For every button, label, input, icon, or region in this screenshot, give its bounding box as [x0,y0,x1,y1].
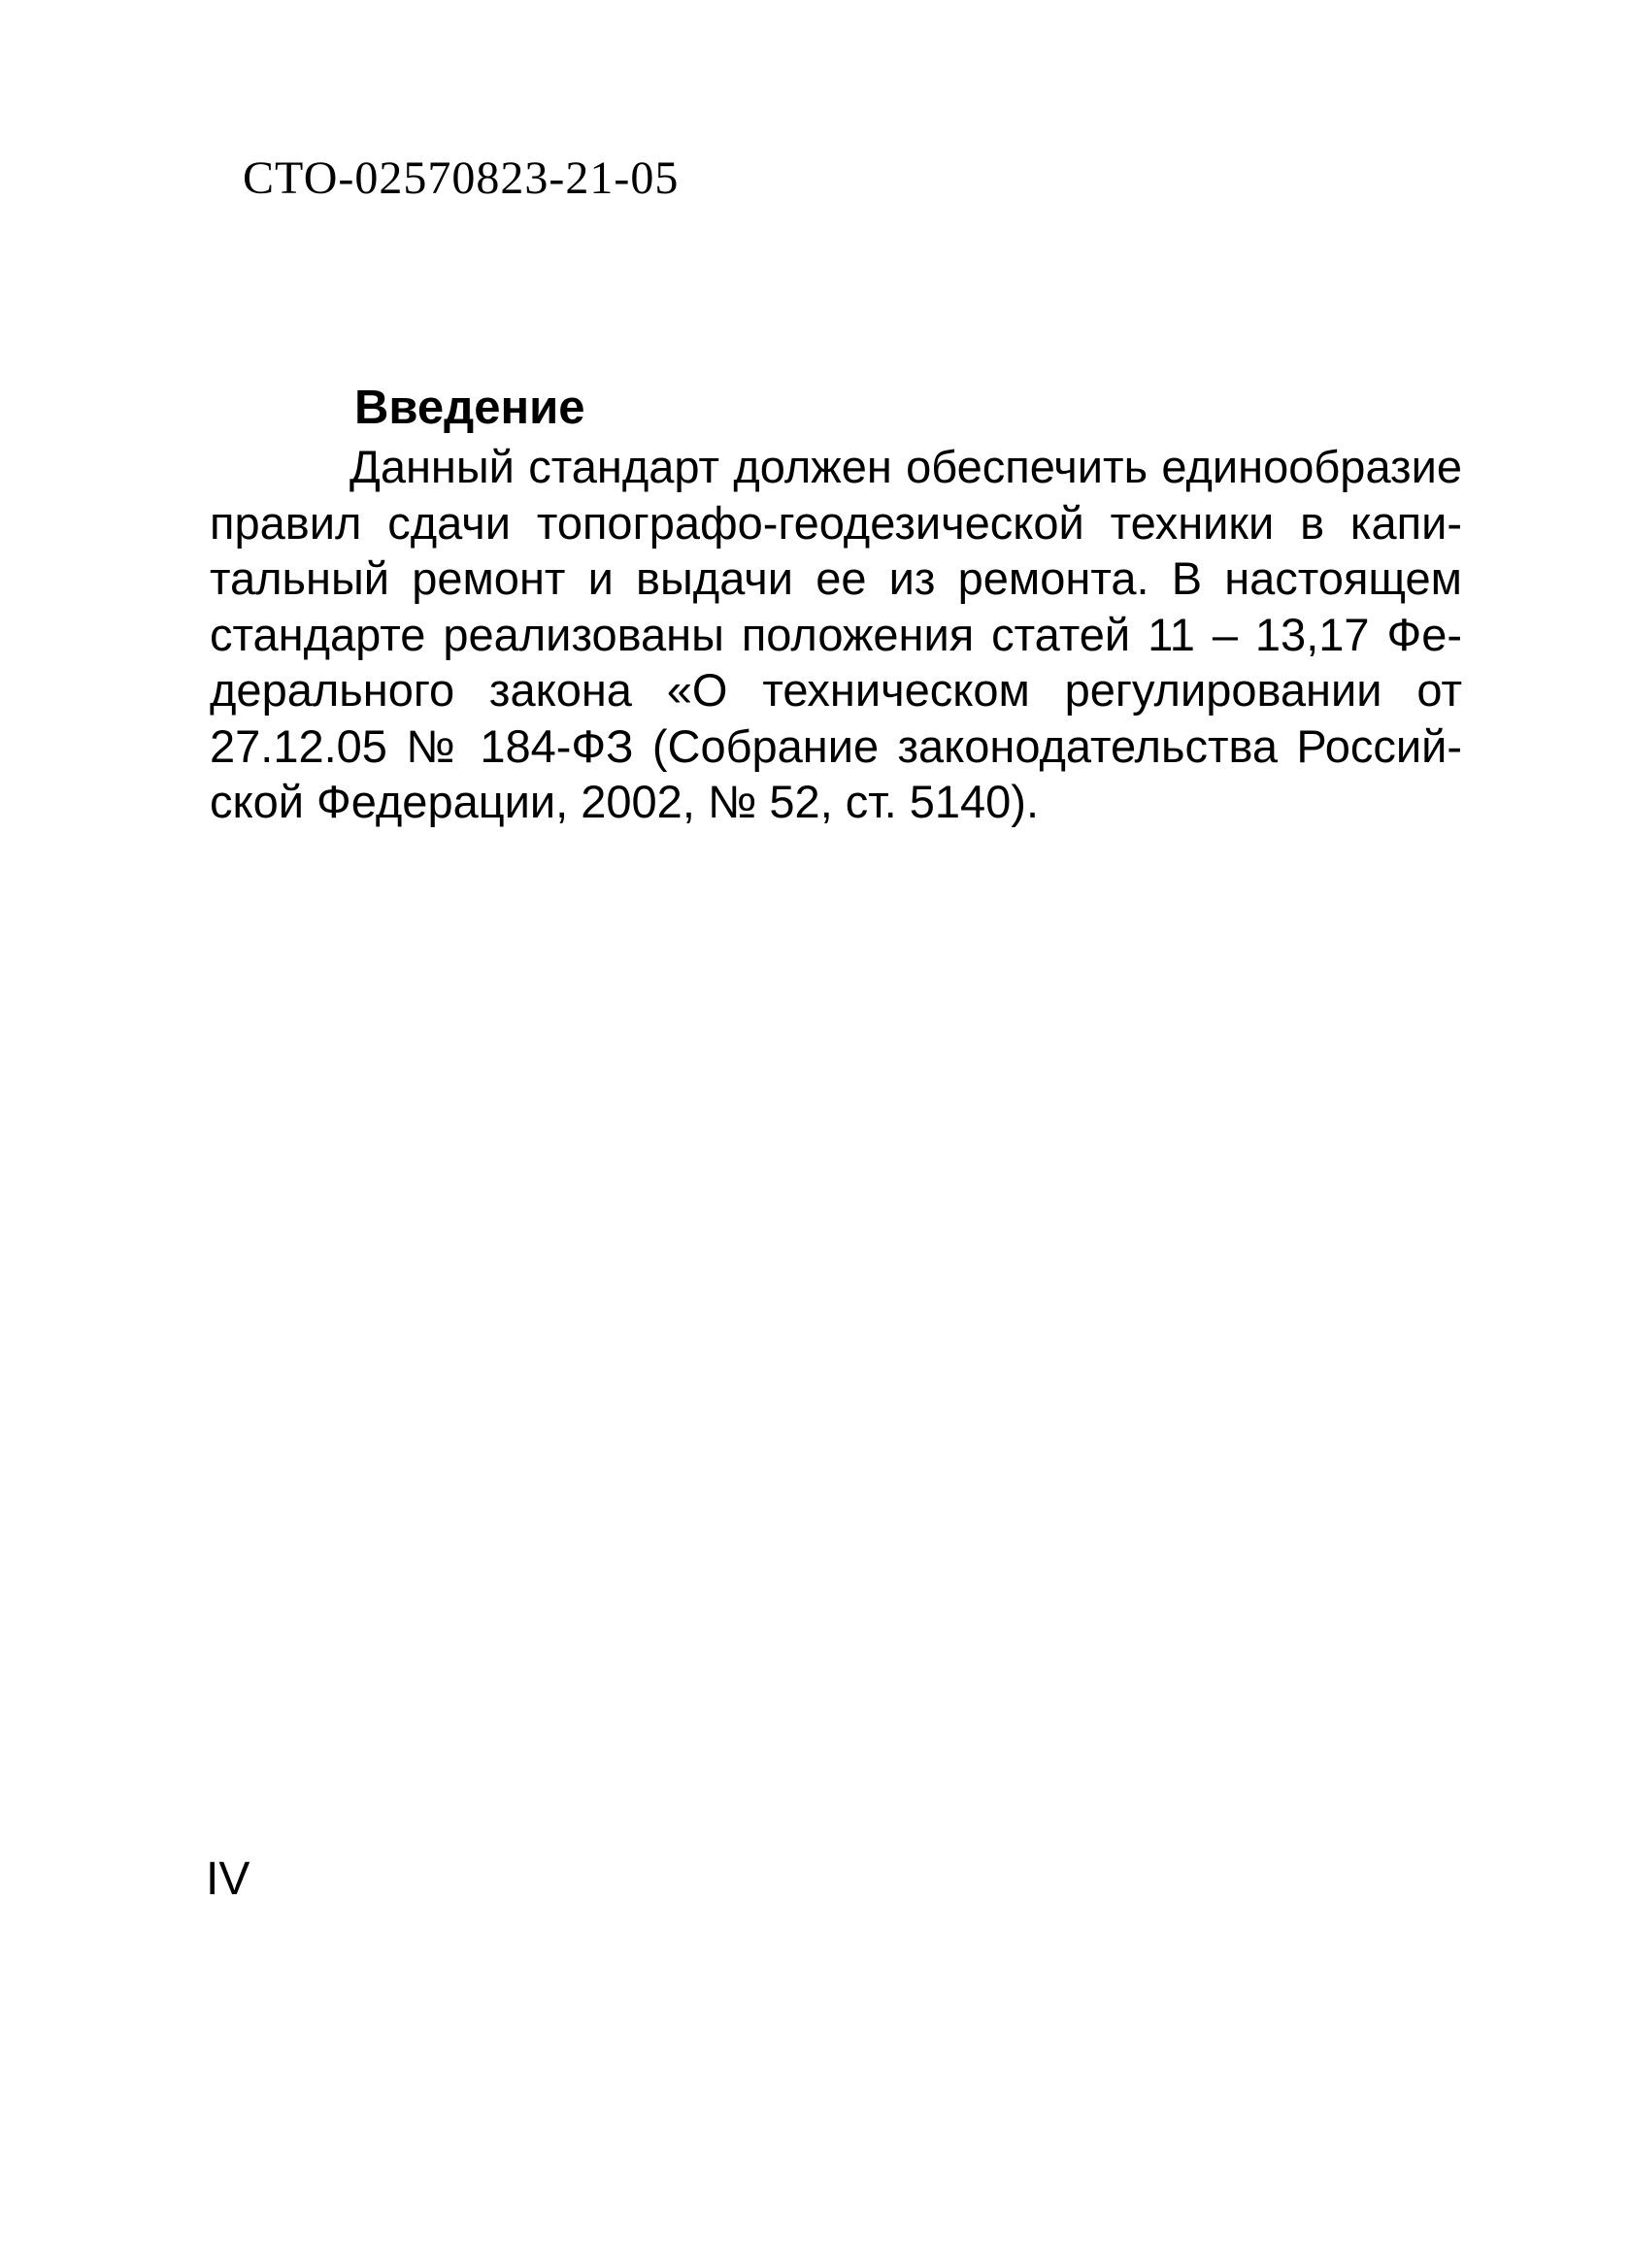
body-line: 27.12.05 № 184-ФЗ (Собрание законодательства Россий- [210,719,1462,772]
section-title: Введение [354,382,585,434]
body-line: Данный стандарт должен обеспечить единообразие [350,441,1462,492]
body-line: стандарте реализованы положения статей 11 – 13,17 Фе- [210,608,1462,660]
body-line: тальный ремонт и выдачи ее из ремонта. В настоящем [210,552,1462,604]
body-line: ской Федерации, 2002, № 52, ст. 5140). [210,776,1040,827]
document-code: СТО-02570823-21-05 [243,152,680,204]
body-line: правил сдачи топографо-геодезической техники в капи- [210,496,1462,549]
body-line: дерального закона «О техническом регулировании от [210,664,1462,716]
page-number: IV [206,1853,250,1905]
section-body [210,439,1462,830]
